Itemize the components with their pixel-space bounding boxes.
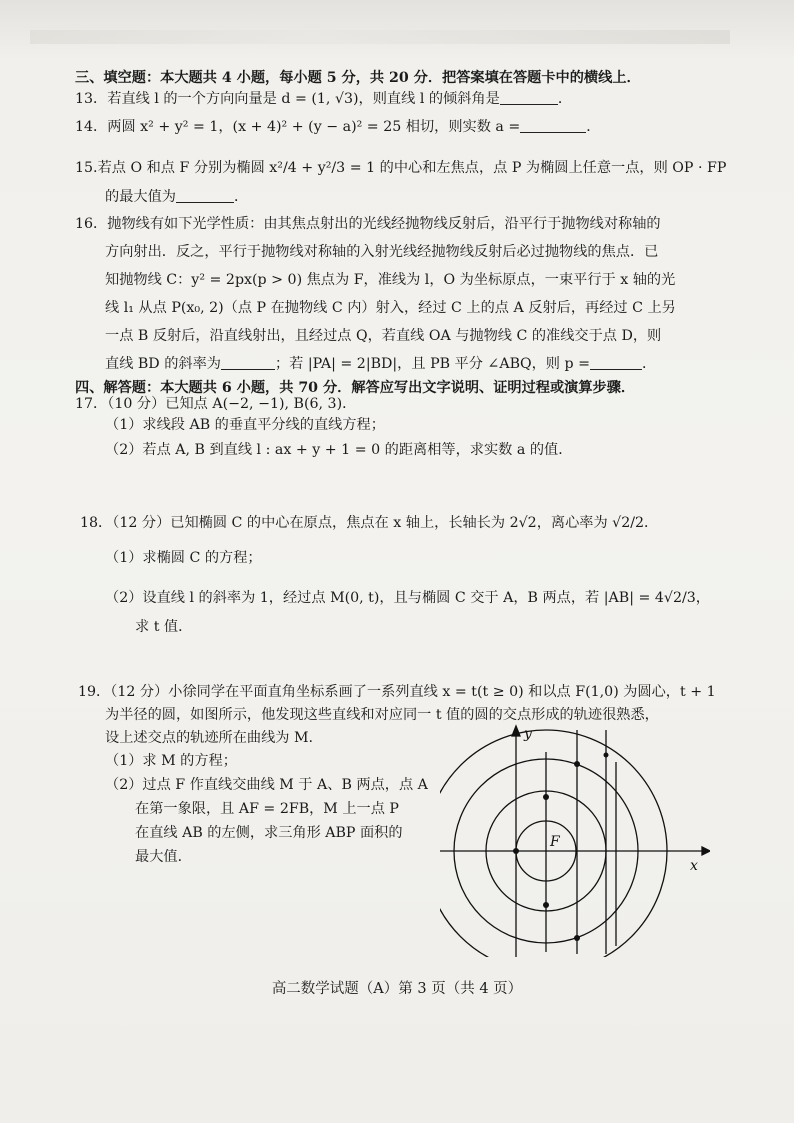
q14-text: 两圆 x² + y² = 1，(x + 4)² + (y − a)² = 25 相切，则实数 a = xyxy=(107,119,521,135)
question-18 xyxy=(80,513,794,533)
q14-answer-blank[interactable] xyxy=(520,117,586,133)
x-axis-label: x xyxy=(690,858,698,874)
y-axis-label: y xyxy=(524,726,532,742)
q19-part-2a: （2）过点 F 作直线交曲线 M 于 A、B 两点，点 A xyxy=(105,777,428,793)
question-13 xyxy=(75,89,794,109)
q13-end: ． xyxy=(557,91,573,107)
q15-text-b: 的最大值为 xyxy=(105,189,176,205)
q15-end: ． xyxy=(233,189,249,205)
focus-label: F xyxy=(550,834,560,850)
question-19-line-2: 为半径的圆，如图所示，他发现这些直线和对应同一 t 值的圆的交点形成的轨迹很熟悉， xyxy=(105,707,659,723)
q15-answer-blank[interactable] xyxy=(176,187,234,203)
question-17 xyxy=(75,394,794,414)
q16-l1: 抛物线有如下光学性质：由其焦点射出的光线经抛物线反射后，沿平行于抛物线对称轴的 xyxy=(107,216,661,232)
q19-l1: （12 分）小徐同学在平面直角坐标系画了一系列直线 x = t(t ≥ 0) 和以点 F(1,0) 为圆心，t + 1 xyxy=(110,684,716,700)
intersection-point-1b xyxy=(543,902,549,908)
q19-part-2b: 在第一象限，且 AF = 2FB，M 上一点 P xyxy=(135,801,399,817)
q19-part-1: （1）求 M 的方程； xyxy=(105,753,237,769)
q18-part-1: （1）求椭圆 C 的方程； xyxy=(105,550,262,566)
page-footer: 高二数学试题（A）第 3 页（共 4 页） xyxy=(271,981,523,997)
question-16-line-1 xyxy=(75,214,794,234)
question-16-line-3: 知抛物线 C：y² = 2px(p > 0) 焦点为 F，准线为 l，O 为坐标原点，一束平行于 x 轴的光 xyxy=(105,272,676,288)
q18-part-2: （2）设直线 l 的斜率为 1，经过点 M(0, t)，且与椭圆 C 交于 A，B 两点，若 |AB| = 4√2/3， xyxy=(105,590,710,606)
intersection-point-3a xyxy=(604,753,609,758)
q17-head: （10 分）已知点 A(−2, −1), B(6, 3)． xyxy=(107,396,357,412)
q16-l6c: ． xyxy=(642,356,657,372)
q15-text: 若点 O 和点 F 分别为椭圆 x²/4 + y²/3 = 1 的中心和左焦点，点 P 为椭圆上任意一点，则 OP · FP xyxy=(97,160,727,176)
x-axis-arrow xyxy=(702,847,710,855)
intersection-point-2a xyxy=(574,761,580,767)
intersection-point-1a xyxy=(543,794,549,800)
question-19-line-1 xyxy=(78,682,794,702)
solve-section-header: 四、解答题：本大题共 6 小题，共 70 分．解答应写出文字说明、证明过程或演算步骤． xyxy=(75,380,636,396)
q17-number: 17． xyxy=(75,396,108,412)
q19-part-2c: 在直线 AB 的左侧，求三角形 ABP 面积的 xyxy=(135,825,403,841)
q13-text: 若直线 l 的一个方向向量是 d = (1, √3)，则直线 l 的倾斜角是 xyxy=(107,91,500,107)
q18-part-2b: 求 t 值． xyxy=(135,619,193,635)
q19-number: 19． xyxy=(78,684,111,700)
question-16-line-5: 一点 B 反射后，沿直线射出，且经过点 Q，若直线 OA 与抛物线 C 的准线交于点 D，则 xyxy=(105,328,662,344)
q18-head: （12 分）已知椭圆 C 的中心在原点，焦点在 x 轴上，长轴长为 2√2，离心率为 √2/2． xyxy=(112,515,659,531)
q18-number: 18． xyxy=(80,515,113,531)
q19-figure xyxy=(440,722,710,957)
q16-answer-blank-2[interactable] xyxy=(590,354,642,370)
question-15-cont xyxy=(105,187,794,207)
q13-answer-blank[interactable] xyxy=(500,89,558,105)
bleed-through-text xyxy=(30,30,730,44)
question-19-line-3: 设上述交点的轨迹所在曲线为 M. xyxy=(105,730,313,746)
q19-part-2d: 最大值． xyxy=(135,849,192,865)
q16-l6b: ；若 |PA| = 2|BD|，且 PB 平分 ∠ABQ，则 p = xyxy=(274,356,590,372)
q14-end: ． xyxy=(586,119,601,135)
q13-number: 13． xyxy=(75,91,108,107)
question-16-line-4: 线 l₁ 从点 P(x₀, 2)（点 P 在抛物线 C 内）射入，经过 C 上的点 A 反射后，再经过 C 上另 xyxy=(105,300,676,316)
q14-number: 14． xyxy=(75,119,108,135)
q17-part-2: （2）若点 A, B 到直线 l : ax + y + 1 = 0 的距离相等，求实数 a 的值． xyxy=(105,442,573,458)
q15-number: 15. xyxy=(75,160,98,176)
q16-l6a: 直线 BD 的斜率为 xyxy=(105,356,221,372)
question-14 xyxy=(75,117,794,137)
intersection-point-origin xyxy=(513,848,519,854)
q16-answer-blank-1[interactable] xyxy=(221,354,275,370)
q17-part-1: （1）求线段 AB 的垂直平分线的直线方程； xyxy=(105,417,385,433)
question-16-line-6 xyxy=(105,354,794,374)
question-15 xyxy=(75,158,794,178)
fill-section-header: 三、填空题：本大题共 4 小题，每小题 5 分，共 20 分．把答案填在答题卡中的横线上． xyxy=(75,70,641,86)
intersection-point-2b xyxy=(574,935,580,941)
question-16-line-2: 方向射出．反之，平行于抛物线对称轴的入射光线经抛物线反射后必过抛物线的焦点．已 xyxy=(105,244,659,260)
q16-number: 16． xyxy=(75,216,108,232)
